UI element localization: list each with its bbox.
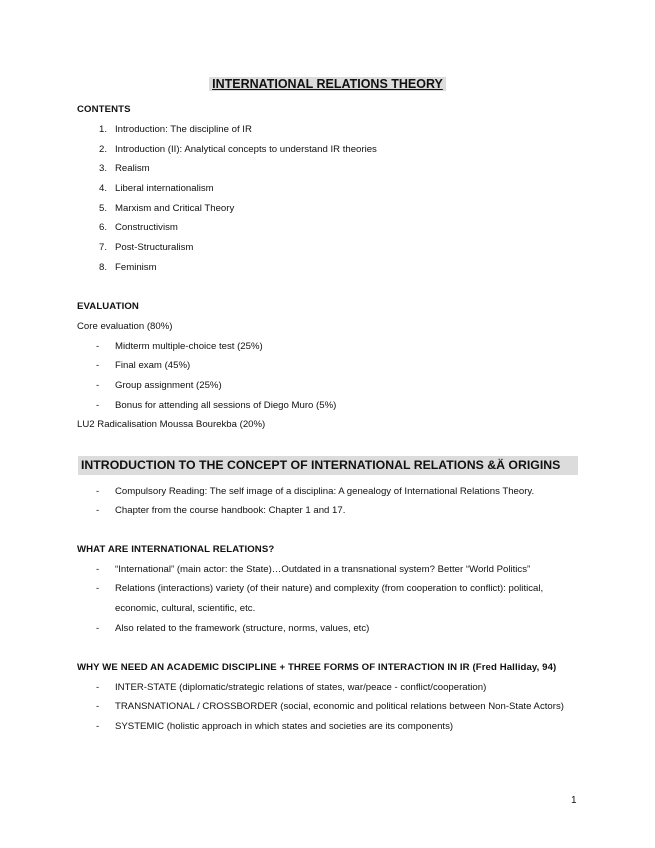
bullet-dash: - xyxy=(96,360,100,371)
bullet-dash: - xyxy=(96,623,100,634)
what-are-item: Relations (interactions) variety (of their nature) and complexity (from cooperation to conflict): political, xyxy=(115,583,544,594)
bullet-dash: - xyxy=(96,564,100,575)
contents-item: Introduction (II): Analytical concepts to understand IR theories xyxy=(115,144,377,155)
contents-item: Realism xyxy=(115,163,150,174)
what-are-item: “International” (main actor: the State)…Outdated in a transnational system? Better “World Politics” xyxy=(115,564,531,575)
evaluation-item: Midterm multiple-choice test (25%) xyxy=(115,341,263,352)
evaluation-item: Bonus for attending all sessions of Diego Muro (5%) xyxy=(115,400,337,411)
what-are-heading: WHAT ARE INTERNATIONAL RELATIONS? xyxy=(77,544,275,555)
evaluation-item: Group assignment (25%) xyxy=(115,380,222,391)
what-are-item-continued: economic, cultural, scientific, etc. xyxy=(115,603,256,614)
bullet-dash: - xyxy=(96,721,100,732)
document-title: INTERNATIONAL RELATIONS THEORY xyxy=(0,77,655,91)
reading-item: Chapter from the course handbook: Chapter 1 and 17. xyxy=(115,505,346,516)
bullet-dash: - xyxy=(96,505,100,516)
bullet-dash: - xyxy=(96,380,100,391)
interaction-form-item: SYSTEMIC (holistic approach in which states and societies are its components) xyxy=(115,721,454,732)
contents-item: Constructivism xyxy=(115,222,178,233)
interaction-form-item: TRANSNATIONAL / CROSSBORDER (social, economic and political relations between Non-State Actors) xyxy=(115,701,564,712)
list-number: 3. xyxy=(98,163,107,174)
evaluation-heading: EVALUATION xyxy=(77,301,139,312)
interaction-form-item: INTER-STATE (diplomatic/strategic relations of states, war/peace - conflict/cooperation) xyxy=(115,682,487,693)
contents-heading: CONTENTS xyxy=(77,104,131,115)
bullet-dash: - xyxy=(96,341,100,352)
list-number: 1. xyxy=(98,124,107,135)
bullet-dash: - xyxy=(96,701,100,712)
contents-item: Marxism and Critical Theory xyxy=(115,203,235,214)
bullet-dash: - xyxy=(96,486,100,497)
reading-item: Compulsory Reading: The self image of a disciplina: A genealogy of International Relations Theory. xyxy=(115,486,535,497)
section-heading: INTRODUCTION TO THE CONCEPT OF INTERNATIONAL RELATIONS &Ä ORIGINS xyxy=(78,456,578,475)
list-number: 8. xyxy=(98,262,107,273)
list-number: 7. xyxy=(98,242,107,253)
contents-item: Introduction: The discipline of IR xyxy=(115,124,252,135)
contents-item: Post-Structuralism xyxy=(115,242,194,253)
page-number: 1 xyxy=(571,795,577,806)
what-are-item: Also related to the framework (structure, norms, values, etc) xyxy=(115,623,370,634)
list-number: 5. xyxy=(98,203,107,214)
why-need-heading: WHY WE NEED AN ACADEMIC DISCIPLINE + THREE FORMS OF INTERACTION IN IR (Fred Halliday, 94) xyxy=(77,662,557,673)
list-number: 6. xyxy=(98,222,107,233)
list-number: 4. xyxy=(98,183,107,194)
contents-item: Feminism xyxy=(115,262,157,273)
list-number: 2. xyxy=(98,144,107,155)
bullet-dash: - xyxy=(96,400,100,411)
evaluation-item: Final exam (45%) xyxy=(115,360,191,371)
bullet-dash: - xyxy=(96,583,100,594)
bullet-dash: - xyxy=(96,682,100,693)
core-evaluation: Core evaluation (80%) xyxy=(77,321,173,332)
contents-item: Liberal internationalism xyxy=(115,183,214,194)
lu2-evaluation: LU2 Radicalisation Moussa Bourekba (20%) xyxy=(77,419,266,430)
